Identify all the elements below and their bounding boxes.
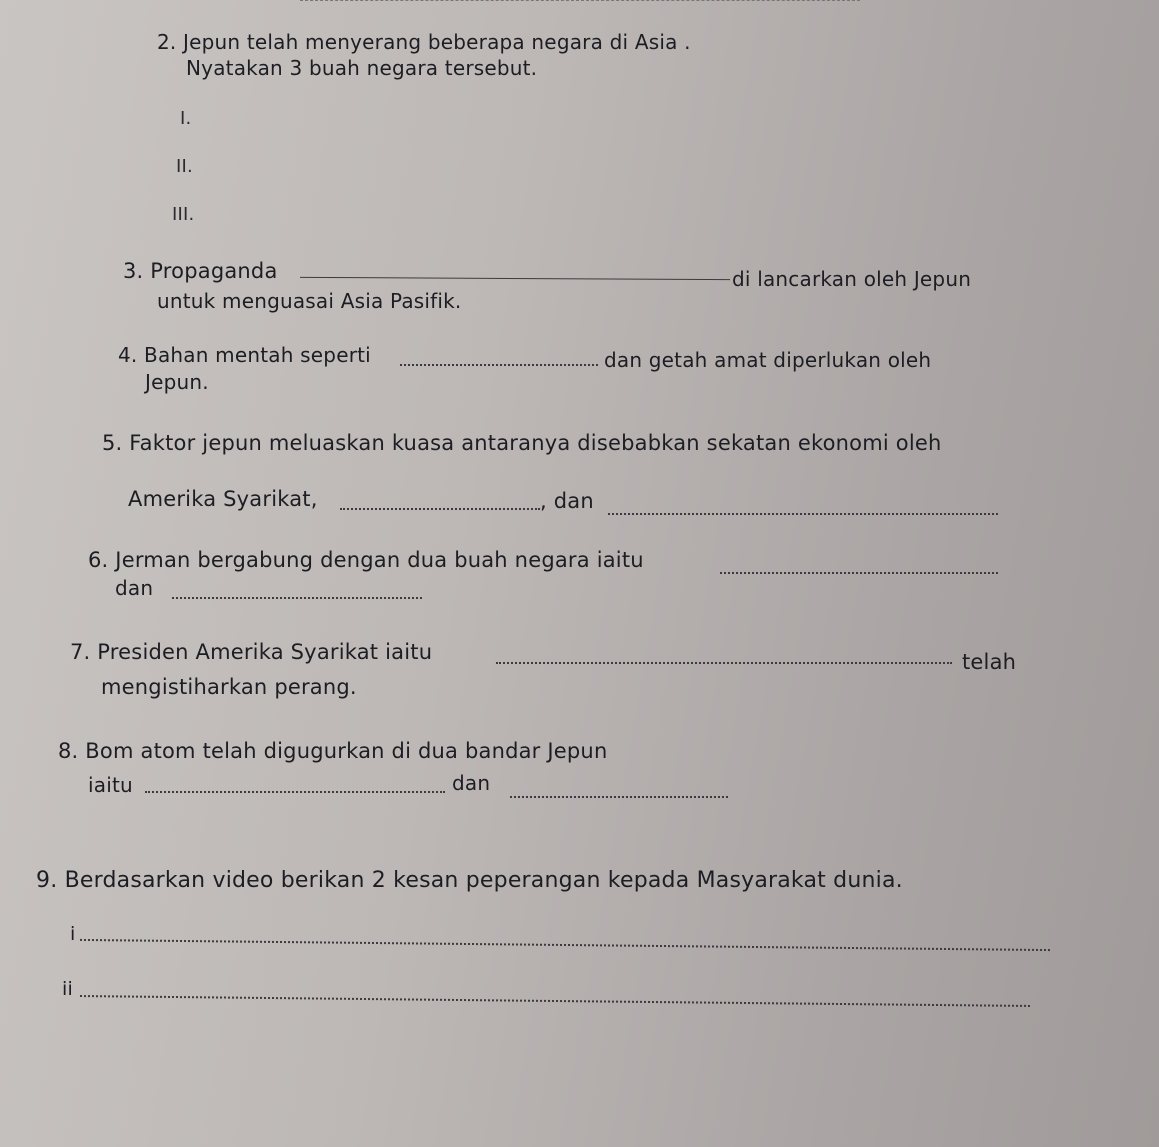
q9-answer-blank-1[interactable] (80, 939, 1050, 951)
q2-item-1-label: I. (180, 108, 192, 129)
q2-instruction: Nyatakan 3 buah negara tersebut. (186, 56, 538, 80)
q7-line2: mengistiharkan perang. (101, 675, 357, 699)
q7-answer-blank[interactable] (496, 662, 952, 664)
q4-line2: Jepun. (145, 370, 209, 394)
q5-answer-blank-2[interactable] (608, 513, 998, 515)
q5-prefix: Amerika Syarikat, (128, 487, 318, 511)
q4-suffix: dan getah amat diperlukan oleh (604, 348, 932, 372)
q5-text: 5. Faktor jepun meluaskan kuasa antaranya disebabkan sekatan ekonomi oleh (102, 431, 942, 455)
q6-line2: dan (115, 576, 154, 600)
q8-answer-blank-2[interactable] (510, 796, 728, 798)
q9-item-1-label: i (70, 923, 76, 945)
q9-item-2-label: ii (62, 978, 73, 1000)
q8-text: 8. Bom atom telah digugurkan di dua bandar Jepun (58, 739, 608, 763)
q4-text: 4. Bahan mentah seperti (118, 343, 371, 367)
top-edge-line (300, 0, 860, 1)
q6-answer-blank-1[interactable] (720, 572, 998, 574)
q5-mid: , dan (540, 489, 594, 513)
q9-answer-blank-2[interactable] (80, 995, 1030, 1007)
q7-suffix: telah (962, 650, 1017, 674)
q3-text: 3. Propaganda (123, 259, 278, 283)
q2-item-3-label: III. (172, 204, 195, 225)
q2-text: 2. Jepun telah menyerang beberapa negara di Asia . (157, 30, 691, 54)
q5-answer-blank-1[interactable] (340, 508, 540, 510)
q6-text: 6. Jerman bergabung dengan dua buah negara iaitu (88, 548, 644, 572)
q3-answer-blank[interactable] (300, 277, 730, 280)
q3-suffix: di lancarkan oleh Jepun (732, 267, 972, 291)
q6-answer-blank-2[interactable] (172, 597, 422, 599)
q3-line2: untuk menguasai Asia Pasifik. (157, 289, 462, 313)
q7-text: 7. Presiden Amerika Syarikat iaitu (70, 640, 433, 664)
q8-prefix: iaitu (88, 773, 133, 797)
q9-text: 9. Berdasarkan video berikan 2 kesan peperangan kepada Masyarakat dunia. (36, 868, 903, 893)
q8-mid: dan (452, 771, 491, 795)
q8-answer-blank-1[interactable] (145, 791, 445, 793)
q4-answer-blank[interactable] (400, 364, 598, 366)
q2-item-2-label: II. (176, 156, 193, 177)
